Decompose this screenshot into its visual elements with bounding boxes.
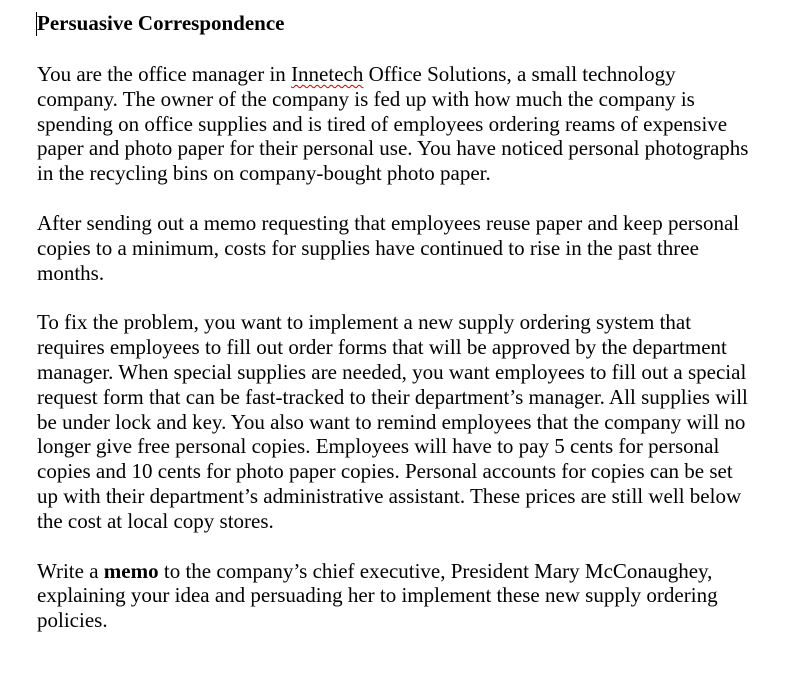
paragraph-1 <box>37 62 757 186</box>
document-title: Persuasive Correspondence <box>37 11 285 35</box>
paragraph-1-rest: Office Solutions, a small technology company. The owner of the company is fed up with how much the company is spending on office supplies and is tired of employees ordering reams of expensive paper and photo paper for their personal use. You have noticed personal photographs in the recycling bins on company-bought photo paper. <box>37 62 749 186</box>
paragraph-2: After sending out a memo requesting that employees reuse paper and keep personal copies to a minimum, costs for supplies have continued to rise in the past three months. <box>37 210 740 285</box>
paragraph-4 <box>37 559 757 633</box>
document-page[interactable] <box>37 10 757 658</box>
paragraph-4-start: Write a <box>37 558 104 583</box>
paragraph-1-start: You are the office manager in <box>37 62 292 86</box>
paragraph-4-rest: to the company’s chief executive, President Mary McConaughey, explaining your idea and persuading her to implement these new supply ordering policies. <box>37 558 718 633</box>
bold-word-memo: memo <box>103 558 159 583</box>
paragraph-3: To fix the problem, you want to implement a new supply ordering system that requires employees to fill out order forms that will be approved by the department manager. When special supplies are needed, you want employees to fill out a special request form that can be fast-tracked to their department’s manager. All supplies will be under lock and key. You also want to remind employees that the company will no longer give free personal copies. Employees will have to pay 5 cents for personal copies and 10 cents for photo paper copies. Personal accounts for copies can be set up with their department’s administrative assistant. These prices are still well below the cost at local copy stores. <box>37 310 748 533</box>
text-cursor <box>36 12 37 36</box>
misspelled-word[interactable]: Innetech <box>291 62 364 86</box>
